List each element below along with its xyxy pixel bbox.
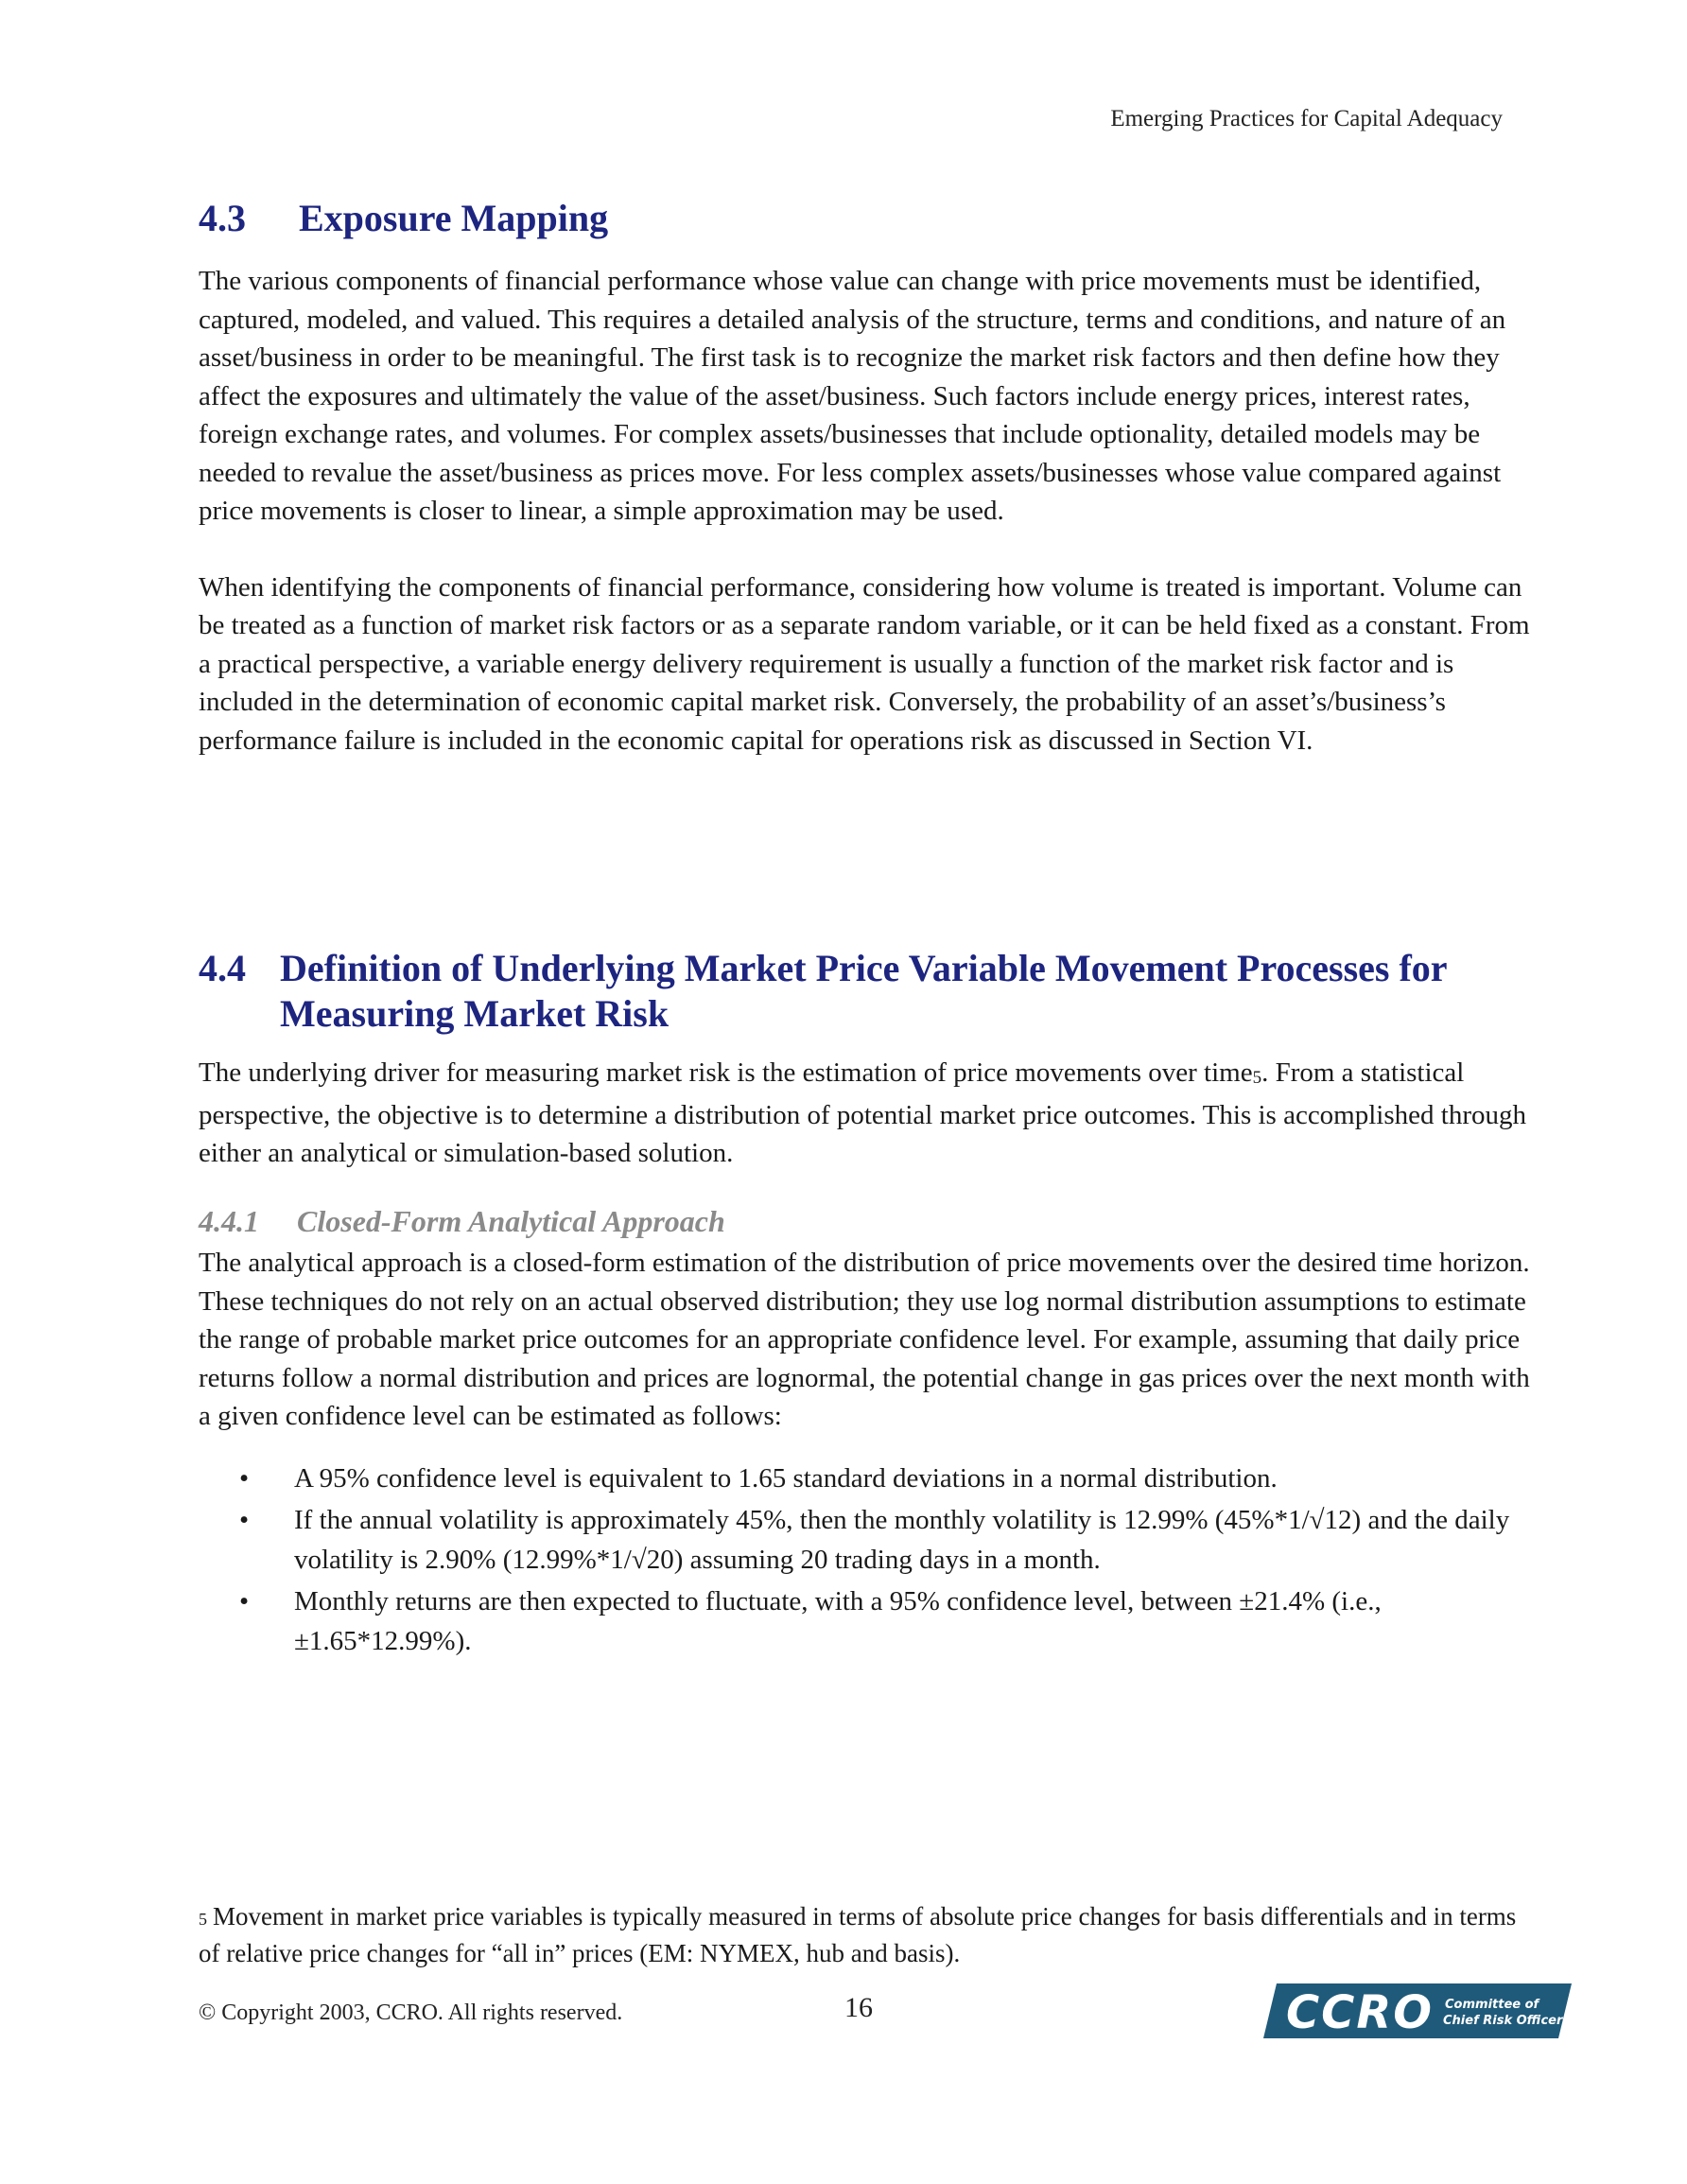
subsection-heading-4-4-1 [199,1202,1541,1240]
list-item-text: A 95% confidence level is equivalent to 1.65 standard deviations in a normal distribution. [294,1462,1278,1494]
list-item-text: If the annual volatility is approximately 45%, then the monthly volatility is 12.99% (45%*1/√12) and the daily volatility is 2.90% (12.99%*1/√20) assuming 20 trading days in a month. [294,1504,1510,1575]
footnote-text: Movement in market price variables is typically measured in terms of absolute price changes for basis differentials and in terms of relative price changes for “all in” prices (EM: NYMEX, hub and basis). [199,1902,1517,1967]
list-item [199,1459,1541,1498]
bullet-icon: • [239,1585,250,1616]
section-number: 4.3 [199,197,246,239]
list-item [199,1581,1541,1661]
section-4-4-1 [199,1202,1541,1663]
page-number: 16 [844,1992,873,2023]
footnote [199,1899,1541,1970]
list-item [199,1500,1541,1580]
section-title: Exposure Mapping [299,197,609,239]
paragraph [199,1054,1541,1173]
section-4-3 [199,196,1541,760]
ccro-logo-icon [1263,1983,1572,2038]
paragraph: The various components of financial performance whose value can change with price movements must be identified, captured, modeled, and valued. This requires a detailed analysis of the structure, terms and conditions, and nature of an asset/business in order to be meaningful. The first task is to recognize the market risk factors and then define how they affect the exposures and ultimately the value of the asset/business. Such factors include energy prices, interest rates, foreign exchange rates, and volumes. For complex assets/businesses that include optionality, detailed models may be needed to revalue the asset/business as prices move. For less complex assets/businesses whose value compared against price movements is closer to linear, a simple approximation may be used. [199,266,1506,526]
bullet-list [199,1459,1541,1661]
paragraph: When identifying the components of financial performance, considering how volume is treated is important. Volume can be treated as a function of market risk factors or as a separate random variable, or it can be held fixed as a constant. From a practical perspective, a variable energy delivery requirement is usually a function of the market risk factor and is included in the determination of economic capital market risk. Conversely, the probability of an asset’s/business’s performance failure is included in the economic capital for operations risk as discussed in Section VI. [199,571,1530,756]
section-number: 4.4 [199,947,246,989]
list-item-text: Monthly returns are then expected to fluctuate, with a 95% confidence level, between ±21.4% (i.e., ±1.65*12.99%). [294,1585,1382,1656]
section-title: Definition of Underlying Market Price Variable Movement Processes for Measuring Market Risk [280,947,1447,1035]
logo-text: CCRO [1286,1986,1434,2038]
copyright-notice: © Copyright 2003, CCRO. All rights reserved. [199,2001,623,2025]
logo-tagline: Committee of [1445,1998,1539,2012]
paragraph: The analytical approach is a closed-form estimation of the distribution of price movements over the desired time horizon. These techniques do not rely on an actual observed distribution; they use log normal distribution assumptions to estimate the range of probable market price outcomes for an appropriate confidence level. For example, assuming that daily price returns follow a normal distribution and prices are lognormal, the potential change in gas prices over the next month with a given confidence level can be estimated as follows: [199,1248,1530,1431]
section-heading-4-4 [199,946,1541,1037]
running-header: Emerging Practices for Capital Adequacy [1110,106,1503,131]
footnote-marker: 5 [199,1910,207,1929]
subsection-title: Closed-Form Analytical Approach [297,1204,725,1238]
logo-tagline: Chief Risk Officers [1443,2014,1571,2028]
footnote-reference[interactable]: 5 [1252,1068,1262,1088]
paragraph-text-continued: . From a statistical perspective, the objective is to determine a distribution of potential market price outcomes. This is accomplished through either an analytical or simulation-based solution. [199,1057,1526,1168]
subsection-number: 4.4.1 [199,1204,259,1238]
bullet-icon: • [239,1462,250,1494]
paragraph-text: The underlying driver for measuring market risk is the estimation of price movements over time [199,1057,1253,1088]
section-4-4 [199,946,1541,1173]
bullet-icon: • [239,1504,250,1535]
section-heading-4-3 [199,196,1541,241]
